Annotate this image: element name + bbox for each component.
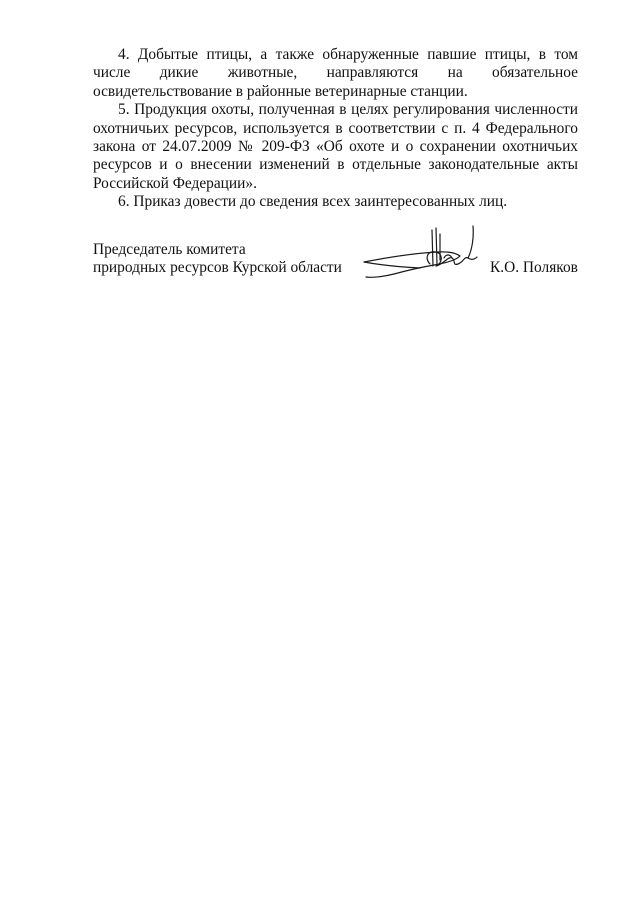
signatory-title-line-1: Председатель комитета <box>93 241 246 258</box>
signatory-title <box>93 241 393 278</box>
paragraph-6: 6. Приказ довести до сведения всех заинтересованных лиц. <box>118 193 508 211</box>
handwritten-signature <box>360 224 490 288</box>
signatory-name: К.О. Поляков <box>490 259 578 276</box>
signatory-title-line-2: природных ресурсов Курской области <box>93 259 342 277</box>
paragraph-5: 5. Продукция охоты, полученная в целях регулирования численности охотничьих ресурсов, используется в соответствии с п. 4 Федерального закона от 24.07.2009 № 209-ФЗ «Об охоте и о сохранении охотничьих ресурсов и о внесении изменений в отдельные законодательные акты Российской Федерации». <box>93 101 578 192</box>
paragraph-4: 4. Добытые птицы, а также обнаруженные павшие птицы, в том числе дикие животные, направляются на обязательное освидетельствование в районные ветеринарные станции. <box>93 46 578 100</box>
document-body <box>93 46 578 212</box>
